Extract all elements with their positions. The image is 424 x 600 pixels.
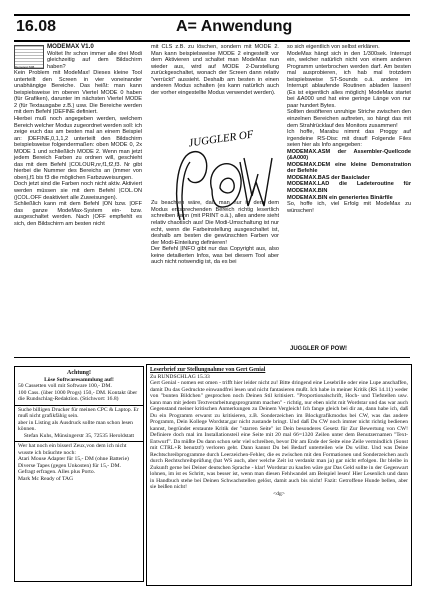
classified-ads-box [14,366,144,582]
paragraph: Woltet Ihr schon immer alle drei Modi gleichzeitig auf dem Bildschirm haben? [47,50,142,70]
paragraph: ModeMax hängt sich in den 1/300sek. Interrupt ein, welcher natürlich nicht von einem anderen Programm unterbrochen werden darf. Am besten mal ausprobieren, ich hab mal trotzdem beispielsweise ST-Sounds o.ä. andere im Interrupt ablaufende Routinen abladen lassen! (Es ist eigentlich alles möglich) ModeMax startet bei &A000 und hat eine geringe Länge von nur paar hundert Bytes. [287,50,411,109]
ad-divider [15,405,143,406]
article-title: MODEMAX V1.0 [47,43,94,50]
author-signature: JUGGLER OF POW! [290,346,347,352]
file-entry: MODEMAX.BIN ein generiertes Binärfile [287,194,393,201]
ad-text: Gefragt erfragen. Alles plus Porto. [18,469,96,475]
ad-text: 100 Cass. (über 1000 Progs) 150,- DM. Kontakt über die Rundschlag-Redaktion. (Stichwort: 16.8) [18,389,138,402]
ads-heading: Achtung! [66,370,91,376]
page-header [14,14,410,42]
letter-subheading: Zu RUNDSCHLAG 15.33 [150,373,210,380]
logo-text: JUGGLER OF [187,128,255,150]
paragraph: Der Befehl |INFO gibt nur das Copyright aus, also keine detailierten Infos, was bei diesem Tool aber auch nicht notwendig ist, da es bei [151,246,279,266]
paragraph: Kein Problem mit ModeMax! Dieses kleine Tool unterteilt den Screen in vier voneinander unabhängige Bereiche. Das heißt: man kann beispielsweise im oberen Viertel MODE 0 haben (für Grafiken), darunter im nächsten Viertel MODE 2 (für Textausgabe z.B.) usw. Die Bereiche werden mit dem Befehl |DEFINE definiert. [14,70,142,116]
ad-text: Atari Mouse Adapter für 15,- DM (ohne Batterie) Diverse Tapes (gegen Unkosten) für 15,- DM. [18,456,129,469]
article-column-3 [287,44,411,214]
section-title: A= Anwendung [176,18,293,35]
paragraph: Doch jetzt sind die Farben noch nicht aktiv. Aktiviert werden müssen sie mit dem Befehl |COL.ON (|COL.OFF deaktiviert alle Zuweisungen). [14,181,142,201]
ad-text: Löse Softwaresammlung auf! [44,376,114,383]
reader-letter-box [146,364,412,586]
file-entry: MODEMAX.BAS der Basiclader [287,174,370,181]
paragraph: so sich eigentlich von selbst erklären. [287,44,380,50]
paragraph: Zu beachten wäre, daß man nur in dem dem Modus entsprechenden Bereich richtig lesertlich schreiben kann (mit PRINT o.ä.), alles andere sieht relativ chaotisch aus! Die Modi-Umschaltung ist nur echt, wenn die Farbeinstellung ausgeschaltet ist, deshalb am besten die gewünschten Farben vor der Modi-Einteilung definieren! [151,200,279,246]
ad-divider [15,441,143,442]
article-column-1 [14,44,142,227]
section-divider [14,357,410,358]
letter-body: Gert Genial - nomen est omen - trifft hier leider nicht zu! Bitte dringend eine Lesebrille oder eine Lupe anschaffen, damit Du das Gedruckte einwandfrei lesen und nicht fantasieren mußt. Ich habe in meiner Kritik (RS 14.11) weder von "bunten Bildchen" gesprochen noch Deinen Stil kritisiert. "Proportionalschrift, Hoch- und Tiefstellen usw. kann man mit jedem Textverarbeitungsprogramm machen" - richtig, nur eben nicht mit Wordstar und das war auch Gegenstand meiner kritischen Anmerkungen zu Deinem Vergleich! Ich fange gleich bei dir an, dann habe ich, daß Du ein Programm erwarst zu kritisieren, z.B. Sonderzeichen im Blockgrafikmodus bei CW, was das andere Programm, Dein Kollege Wordstar,gar nicht zustande bringt. Und daß Du CW noch immer nicht richtig bedienen kannst, begründet erstaunte Kritik der "starren Seite" ist Dein besonderes Gesetz für Zur Bewertung von CW! Definiere doch mal im Installationsteil eine Seite mit 20 mal 66=1320 Zeilen unter dem Benutzernamen "Text-Entwurf". Da müßte Du dann schon sehr viel schreiben, bevor Dir am Ende der Seite eine Zeile vermindlich (Sonst mit CTRL+R benutzt!) verloren geht. Dann kannst Du bei Bedarf unterteilen wie Du willst. Und was Deine Rechtschreibprogramme durch Leerzeichen-Fehler, die es zwischen mit den Formationen und Sonderzeichen auch durch Rechtschreibprüfung (hat WS auch, aber welche Zeit ist verdankt man ja) gar nicht erfolgen. Ihr bleibe in Zukunft gerne bei Deiner deutschen Sprache - klar! Wordstar zu kaufen wäre gar Das Geld sollte in der Gegenwart lohnen, im ist es Schritt, was besser ist, wenn man diesen Fehlwandel am Beispiel lesen! Hier Lesenlich und dann in Handbuch stehe bei Deinen Schwachstellen gelöst, damit auch bis nicht! Fazit: Getroffene Hunde bellen, aber sie beißen nicht! [150,380,408,490]
ad-text: Suche billigen Drucker für meinen CPC & Laptop. Er muß nicht grafikfähig sein. [18,406,139,419]
paragraph: Schließlich kann mit dem Befehl |ON bzw. |OFF das ganze ModeMax-System ein- bzw. ausgeschaltet werden. Nach |OFF empfiehlt es sich, den Bildschirm am besten nicht [14,201,142,227]
letter-heading: Leserbrief zur Stellungnahme von Gert Genial [150,367,266,373]
paragraph: So, hoffe ich, viel Erfolg mit ModeMax zu wünschen! [287,201,411,214]
page-number: 16.08 [16,18,57,35]
ad-text: Stefan Kuhs, Münsingerstr 35, 72535 Heroldstatt [23,432,135,439]
ad-text: Mark Mc Ready of TAG [18,475,74,482]
ad-text: Wer hat noch ein bisserl Zeux,von dem ich nicht wusste ich bräuchte noch: [18,443,127,456]
ad-text: aber in Listing als Ausdruck sollte man schon lesen können. [18,419,133,432]
letter-sign: <dg> [273,490,285,497]
screenshot-thumbnail [14,45,44,69]
paragraph: Ich hoffe, Marabu nimmt das Proggy auf irgendeine RS-Disc mit drauf! Folgende Files seien hier als Info angegeben: [287,129,411,149]
paragraph: Sollten desöfteren unruhige Striche zwischen den einzelnen Bereichen auftreten, so hängt das mit dem Strahlrücklauf des Monitors zusammen! [287,109,411,129]
paragraph: Hierbei muß noch angegeben werden, welchem Bereich welcher Modus zugeordnet werden soll: ich zeige euch das am besten mal an einem Beispiel an: |DEFINE,0,1,1,2 unterteilt den Bildschirm beispielsweise folgendermaßen: oben MODE 0, 2x MODE 1 und schließlich MODE 2. Wenn man jetzt jedem Bereich Farben zu ordnen will, geschieht das mit dem Befehl |COLOUR,nr,f1,f2,f3. Nr gibt hierbei die Nummer des Bereichs an (immer von oben),f1 bis f3 die möglichen Farbzuweisungen. [14,116,142,181]
pow-logo-graphic [166,128,276,228]
file-entry: MODEMAX.LAD die Ladeteroutine für MODEMAX.BIN [287,181,411,195]
file-entry: MODEMAX.DEM eine kleine Demonstration der Befehle [287,161,411,175]
paragraph: mit CLS z.B. zu löschen, sondern mit MODE 2. Man kann beispielsweise MODE 2 eingestellt vor dem Aktivieren und schaltet man ModeMax nun wieder aus, wird auf MODE 2-Darstellung zurückgeschaltet, wonach der Screen dann relativ "verrückt" aussieht. Deshalb am besten in einen anderen Modus schalten (es kann natürlich auch der vorher eingestellte Modus verwendet werden). [151,44,279,96]
thumbnail-caption: Demotext TAB [15,65,35,69]
file-entry: MODEMAX.ASM der Assembler-Quellcode (&A000) [287,148,411,162]
ad-text: 50 Cassetten voll mit Software 100,- DM. [18,383,112,389]
